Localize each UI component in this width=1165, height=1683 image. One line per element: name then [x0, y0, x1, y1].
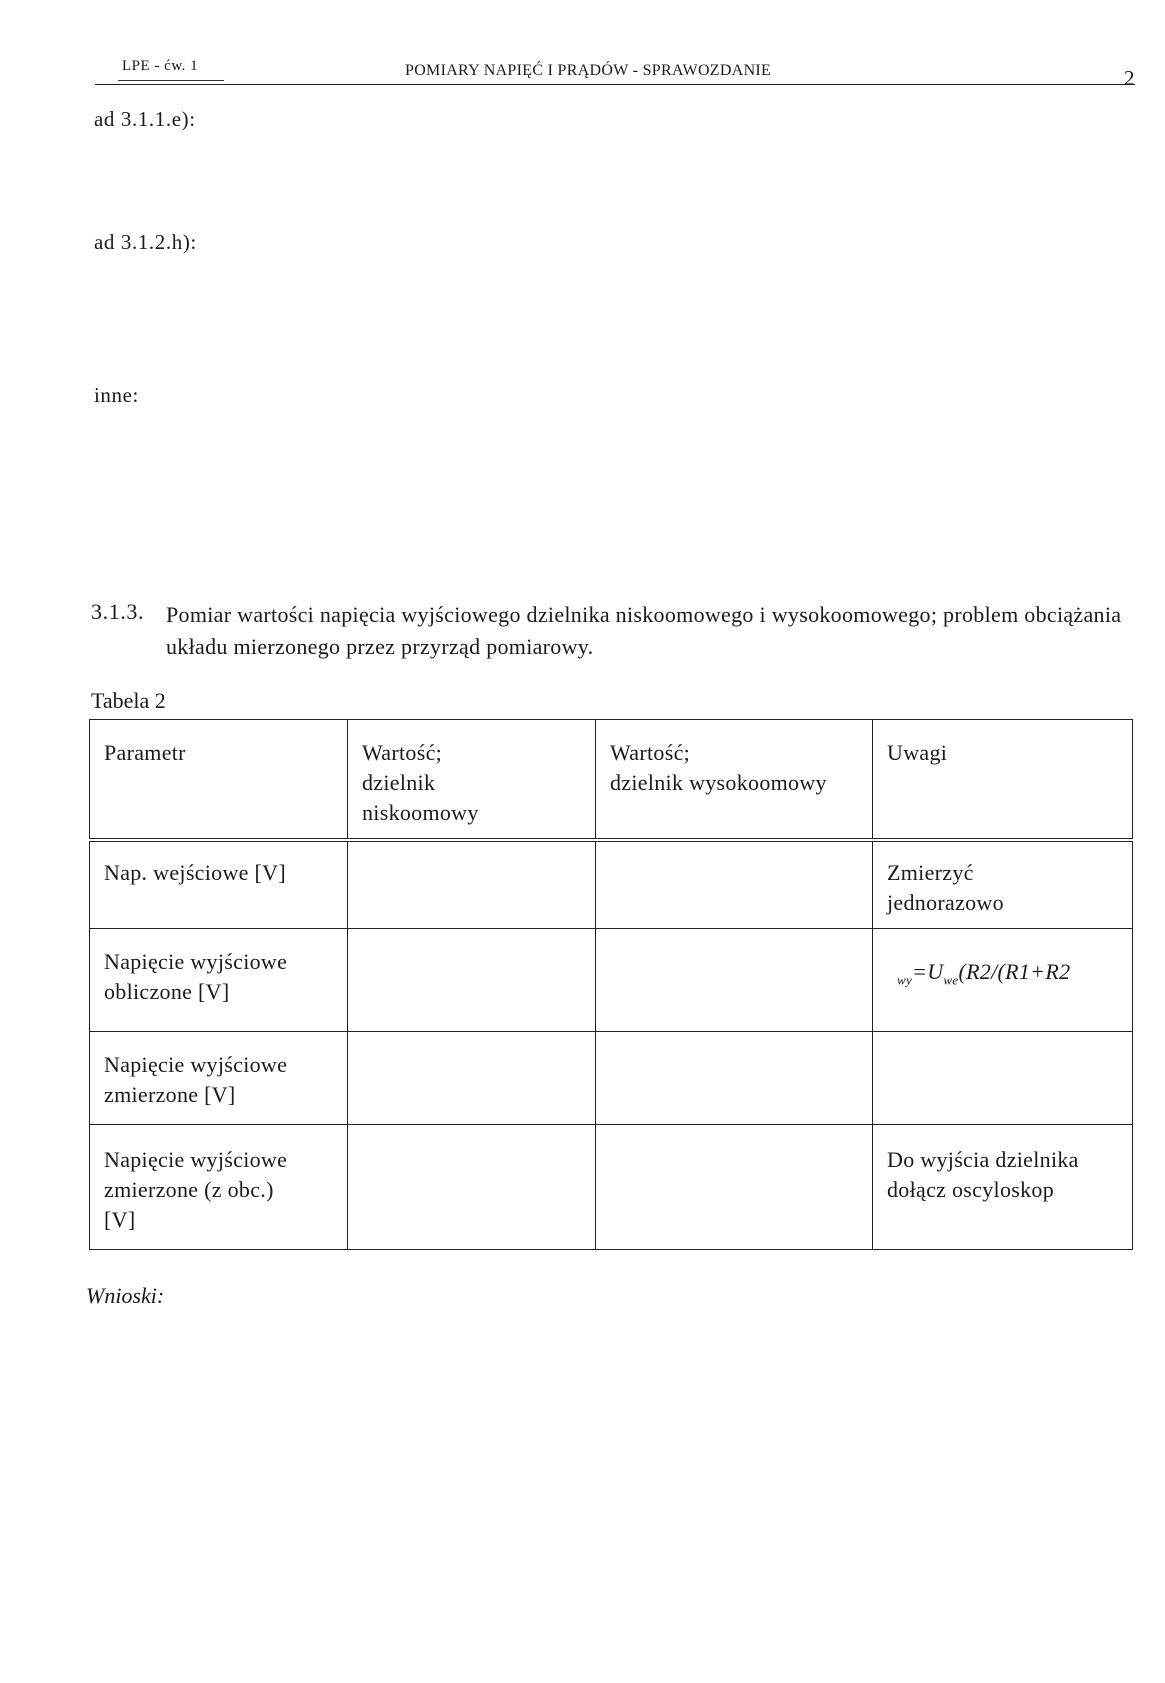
row-label-cell: [90, 929, 348, 1032]
header-course-code: LPE - ćw. 1: [122, 58, 199, 74]
row-label-cell: [90, 1032, 348, 1125]
formula-equals-u: =U: [912, 959, 944, 984]
note-line2: jednorazowo: [887, 890, 1004, 915]
row-label-line1: Napięcie wyjściowe: [104, 1147, 288, 1172]
note-line1: Do wyjścia dzielnika: [887, 1147, 1079, 1172]
header-parameter-label: Parametr: [104, 740, 186, 765]
high-ohm-value-cell[interactable]: [596, 840, 873, 929]
low-ohm-value-cell[interactable]: [348, 929, 596, 1032]
header-title: POMIARY NAPIĘĆ I PRĄDÓW - SPRAWOZDANIE: [405, 62, 772, 79]
row-label-line1: Napięcie wyjściowe: [104, 1052, 288, 1077]
table-caption: Tabela 2: [91, 688, 166, 713]
table-row: [90, 1125, 1133, 1250]
header-notes-label: Uwagi: [887, 740, 948, 765]
table-row: [90, 840, 1133, 929]
section-description: Pomiar wartości napięcia wyjściowego dzielnika niskoomowego i wysokoomowego; problem obciążania układu mierzonego przez przyrząd pomiarowy.: [166, 602, 1122, 659]
low-ohm-value-cell[interactable]: [348, 1032, 596, 1125]
note-line1: Zmierzyć: [887, 860, 974, 885]
row-label-cell: [90, 1125, 348, 1250]
row-label-line2: zmierzone (z obc.): [104, 1177, 274, 1202]
high-ohm-value-cell[interactable]: [596, 1032, 873, 1125]
row-label-line1: Nap. wejściowe [V]: [104, 860, 286, 885]
formula-subscript-wy: wy: [897, 972, 913, 988]
conclusions-label: Wnioski:: [86, 1283, 165, 1308]
row-label-line2: zmierzone [V]: [104, 1082, 236, 1107]
header-underline: [118, 80, 224, 81]
formula-ratio: (R2/(R1+R2: [958, 959, 1071, 984]
measurement-table: [89, 719, 1133, 1250]
page-number: 2: [1124, 66, 1135, 90]
notes-cell: [873, 1125, 1133, 1250]
header-cell-high-ohm: [596, 720, 873, 841]
section-number: 3.1.3.: [91, 599, 145, 624]
high-ohm-value-cell[interactable]: [596, 1125, 873, 1250]
row-label-line3: [V]: [104, 1207, 136, 1232]
header-high-ohm-line1: Wartość;: [610, 740, 691, 765]
low-ohm-value-cell[interactable]: [348, 1125, 596, 1250]
table-row: [90, 929, 1133, 1032]
label-ad-3-1-1-e: ad 3.1.1.e):: [94, 107, 196, 131]
header-low-ohm-line1: Wartość;: [362, 740, 443, 765]
low-ohm-value-cell[interactable]: [348, 840, 596, 929]
formula-subscript-we: we: [943, 972, 959, 988]
table-row: [90, 1032, 1133, 1125]
voltage-divider-formula: [873, 929, 1133, 1032]
label-ad-3-1-2-h: ad 3.1.2.h):: [94, 230, 197, 254]
header-low-ohm-line3: niskoomowy: [362, 800, 479, 825]
row-label-line1: Napięcie wyjściowe: [104, 949, 288, 974]
header-cell-low-ohm: [348, 720, 596, 841]
note-line2: dołącz oscyloskop: [887, 1177, 1055, 1202]
header-cell-parameter: [90, 720, 348, 841]
notes-cell: [873, 840, 1133, 929]
conclusions-area[interactable]: [86, 1320, 1129, 1620]
header-low-ohm-line2: dzielnik: [362, 770, 436, 795]
header-cell-notes: [873, 720, 1133, 841]
header-high-ohm-line2: dzielnik wysokoomowy: [610, 770, 827, 795]
notes-cell: [873, 1032, 1133, 1125]
row-label-line2: obliczone [V]: [104, 979, 230, 1004]
header-rule: [95, 84, 1135, 85]
high-ohm-value-cell[interactable]: [596, 929, 873, 1032]
label-inne: inne:: [94, 383, 139, 407]
table-header-row: [90, 720, 1133, 841]
row-label-cell: [90, 840, 348, 929]
